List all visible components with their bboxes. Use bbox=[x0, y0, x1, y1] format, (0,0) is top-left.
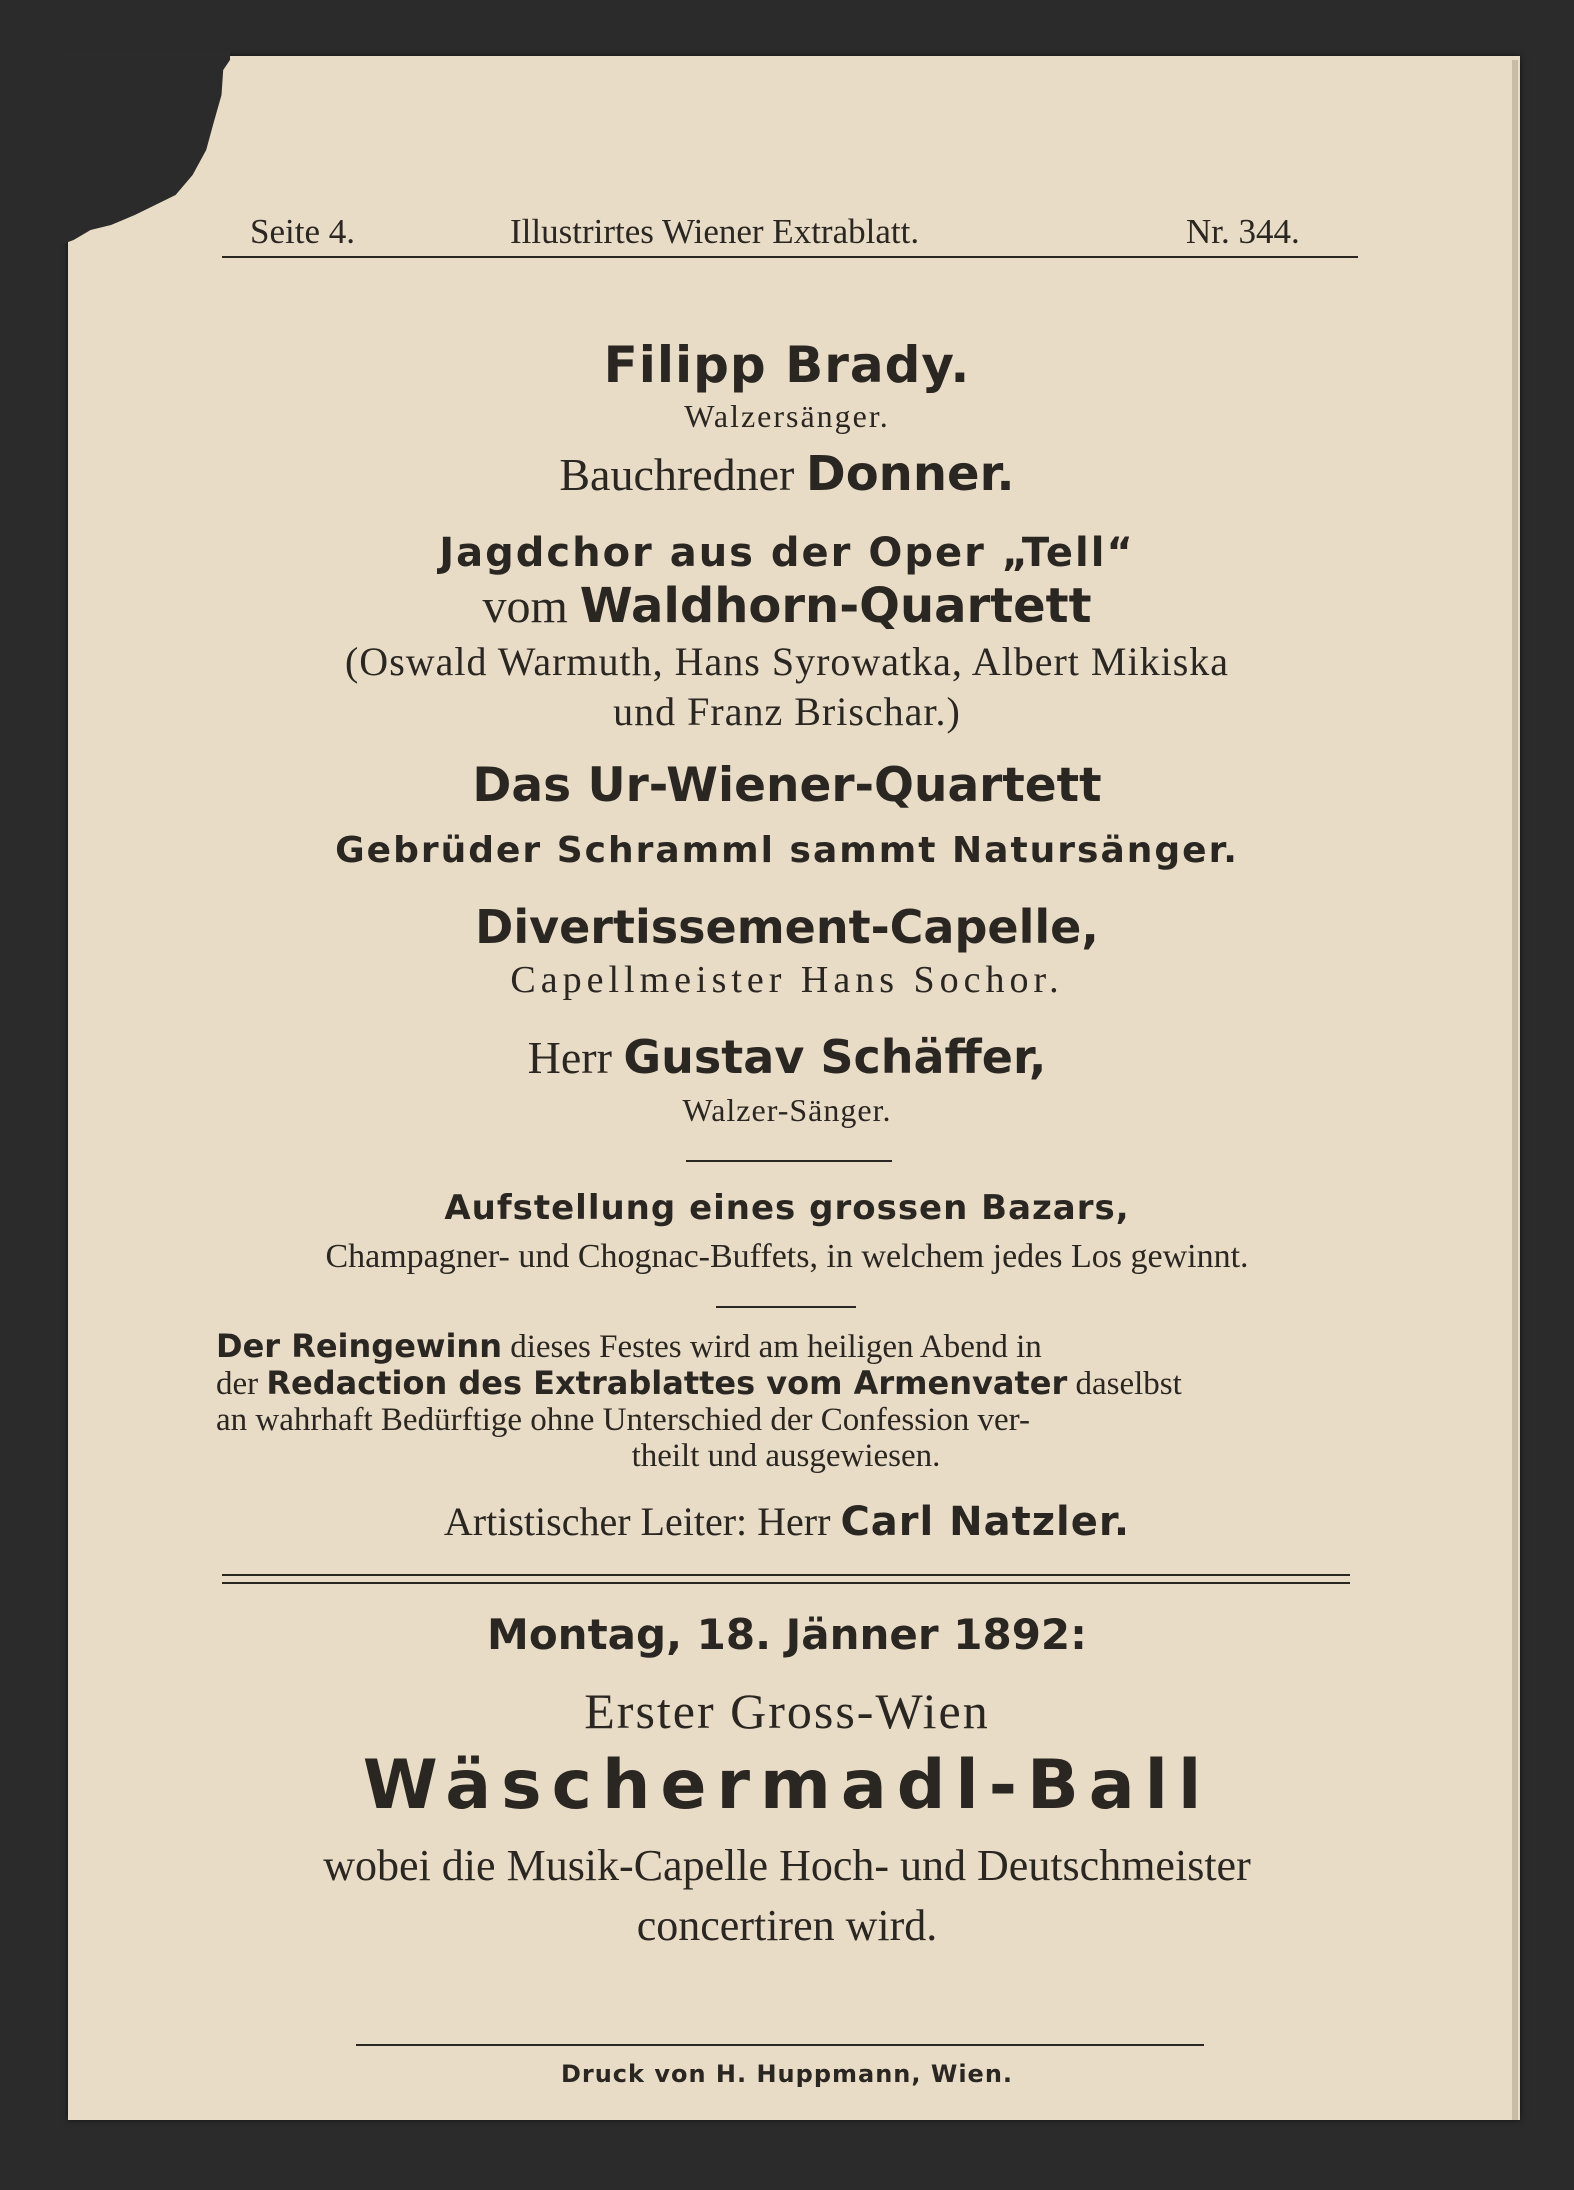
proceeds-rest-2: daselbst bbox=[1075, 1366, 1182, 1402]
capelle-master: Capellmeister Hans Sochor. bbox=[510, 959, 1064, 1001]
jagdchor-line: Jagdchor aus der Oper „Tell“ bbox=[439, 530, 1135, 576]
proceeds-paragraph bbox=[216, 1328, 1356, 1474]
ur-wiener-quartett: Das Ur-Wiener-Quartett bbox=[472, 758, 1102, 813]
waldhorn-members-1: (Oswald Warmuth, Hans Syrowatka, Albert Mikiska bbox=[344, 639, 1230, 684]
performer-donner bbox=[0, 446, 1574, 502]
ball-date: Montag, 18. Jänner 1892: bbox=[487, 1610, 1087, 1659]
schaeffer-prefix: Herr bbox=[527, 1032, 612, 1083]
waldhorn-line bbox=[0, 578, 1574, 634]
director-name: Carl Natzler. bbox=[840, 1499, 1131, 1545]
waldhorn-prefix: vom bbox=[482, 580, 568, 633]
bazar-title: Aufstellung eines grossen Bazars, bbox=[444, 1188, 1130, 1228]
footer-rule bbox=[356, 2044, 1204, 2046]
printer-imprint: Druck von H. Huppmann, Wien. bbox=[560, 2060, 1014, 2088]
ball-desc-2: concertiren wird. bbox=[636, 1901, 938, 1950]
proceeds-line-1 bbox=[216, 1328, 1356, 1365]
header-rule bbox=[222, 256, 1358, 258]
donner-prefix: Bauchredner bbox=[559, 449, 795, 500]
ball-title: Wäschermadl-Ball bbox=[362, 1746, 1212, 1825]
schaeffer-line bbox=[0, 1030, 1574, 1084]
schaeffer-name: Gustav Schäffer, bbox=[623, 1030, 1047, 1084]
double-rule-top bbox=[222, 1574, 1350, 1576]
section-divider bbox=[686, 1160, 892, 1162]
newspaper-title: Illustrirtes Wiener Extrablatt. bbox=[510, 212, 920, 251]
waldhorn-members-2: und Franz Brischar.) bbox=[613, 689, 961, 734]
proceeds-rest-1: dieses Festes wird am heiligen Abend in bbox=[510, 1329, 1042, 1365]
proceeds-line-2 bbox=[216, 1365, 1356, 1402]
page-number: Seite 4. bbox=[250, 212, 355, 251]
ball-desc-1: wobei die Musik-Capelle Hoch- und Deutschmeister bbox=[323, 1841, 1251, 1890]
director-line bbox=[0, 1498, 1574, 1545]
schrammel-line: Gebrüder Schramml sammt Natursänger. bbox=[335, 830, 1239, 871]
brady-role: Walzersänger. bbox=[684, 398, 890, 434]
director-prefix: Artistischer Leiter: Herr bbox=[443, 1499, 831, 1544]
double-rule-bottom bbox=[222, 1582, 1350, 1584]
issue-number: Nr. 344. bbox=[1186, 212, 1300, 251]
proceeds-line-4: theilt und ausgewiesen. bbox=[631, 1438, 941, 1474]
proceeds-bold-1: Der Reingewinn bbox=[216, 1327, 502, 1365]
bazar-desc: Champagner- und Chognac-Buffets, in welchem jedes Los gewinnt. bbox=[325, 1238, 1249, 1275]
proceeds-pre-2: der bbox=[216, 1366, 259, 1402]
section-divider-2 bbox=[716, 1306, 856, 1308]
waldhorn-name: Waldhorn-Quartett bbox=[579, 578, 1092, 634]
donner-name: Donner. bbox=[805, 446, 1015, 502]
proceeds-line-3: an wahrhaft Bedürftige ohne Unterschied der Confession ver- bbox=[216, 1402, 1030, 1438]
performer-brady: Filipp Brady. bbox=[603, 336, 971, 394]
ball-subtitle: Erster Gross-Wien bbox=[584, 1683, 990, 1739]
schaeffer-role: Walzer-Sänger. bbox=[682, 1092, 892, 1128]
proceeds-bold-2: Redaction des Extrablattes vom Armenvater bbox=[266, 1364, 1068, 1402]
capelle-name: Divertissement-Capelle, bbox=[475, 900, 1099, 954]
